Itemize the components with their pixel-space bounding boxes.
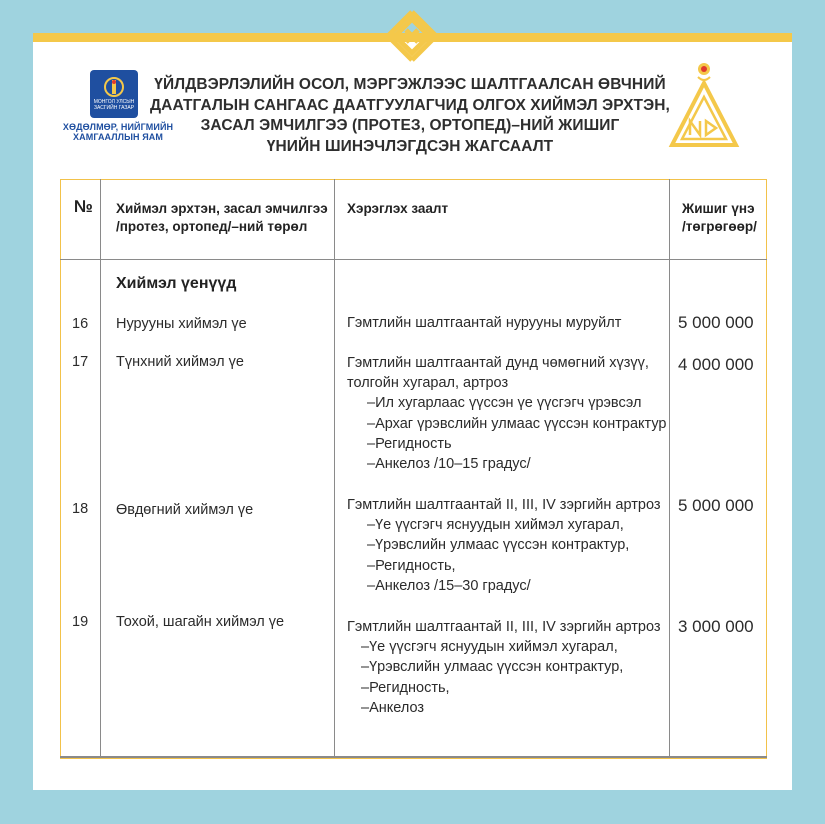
row-number: 18 bbox=[72, 501, 89, 517]
usage-line: толгойн хугарал, артроз bbox=[347, 375, 509, 392]
usage-line: –Үрэвслийн улмаас үүссэн контрактур, bbox=[367, 537, 630, 554]
usage-line: –Архаг үрэвслийн улмаас үүссэн контрактур bbox=[367, 415, 667, 432]
usage-line: –Регидность, bbox=[367, 557, 456, 574]
row-price: 5 000 000 bbox=[678, 313, 754, 332]
usage-line: –Регидность, bbox=[361, 679, 450, 696]
state-emblem-icon bbox=[100, 76, 128, 98]
row-price: 5 000 000 bbox=[678, 496, 754, 515]
usage-line: Гэмтлийн шалтгаантай дунд чөмөгний хүзүү, bbox=[347, 355, 649, 371]
ministry-name-line-2: ХАМГААЛЛЫН ЯАМ bbox=[73, 132, 163, 142]
ministry-logo bbox=[90, 70, 138, 118]
title-line-4: ҮНИЙН ШИНЭЧЛЭГДСЭН ЖАГСААЛТ bbox=[266, 137, 554, 155]
usage-line: –Үе үүсгэгч яснуудын хиймэл хугарал, bbox=[367, 517, 624, 534]
header-type-line-2: /протез, ортопед/–ний төрөл bbox=[116, 219, 308, 234]
header-type bbox=[116, 200, 328, 236]
usage-line: –Ил хугарлаас үүссэн үе үүсгэгч үрэвсэл bbox=[367, 395, 642, 412]
header-type-line-1: Хиймэл эрхтэн, засал эмчилгээ bbox=[116, 201, 328, 216]
social-insurance-fund-logo bbox=[668, 55, 740, 150]
row-number: 17 bbox=[72, 354, 89, 370]
usage-line: –Анкелоз /15–30 градус/ bbox=[367, 577, 531, 594]
row-usage bbox=[347, 313, 621, 333]
ministry-logo-caption: МОНГОЛ УЛСЫН ЗАСГИЙН ГАЗАР bbox=[93, 99, 135, 111]
table-divider bbox=[100, 179, 101, 758]
usage-line: –Анкелоз bbox=[361, 699, 425, 716]
title-line-1: ҮЙЛДВЭРЛЭЛИЙН ОСОЛ, МЭРГЭЖЛЭЭС ШАЛТГААЛСАН ӨВЧНИЙ bbox=[154, 76, 666, 93]
page-title bbox=[150, 75, 670, 157]
header-divider bbox=[60, 259, 767, 260]
row-usage bbox=[347, 353, 666, 474]
usage-line: –Үе үүсгэгч яснуудын хиймэл хугарал, bbox=[361, 639, 618, 656]
title-line-3: ЗАСАЛ ЭМЧИЛГЭЭ (ПРОТЕЗ, ОРТОПЕД)–НИЙ ЖИШИГ bbox=[200, 117, 620, 134]
usage-line: –Үрэвслийн улмаас үүссэн контрактур, bbox=[361, 659, 624, 676]
table-bottom-line bbox=[60, 756, 767, 758]
usage-line: Гэмтлийн шалтгаантай II, III, IV зэргийн артроз bbox=[347, 619, 661, 635]
row-name: Тохой, шагайн хиймэл үе bbox=[116, 614, 285, 630]
header-number: № bbox=[74, 197, 93, 216]
table-divider bbox=[334, 179, 335, 758]
ministry-name-line-1: ХӨДӨЛМӨР, НИЙГМИЙН bbox=[62, 122, 174, 132]
usage-line: Гэмтлийн шалтгаантай II, III, IV зэргийн артроз bbox=[347, 497, 661, 513]
header-price-line-1: Жишиг үнэ bbox=[682, 201, 755, 216]
row-name: Нурууны хиймэл үе bbox=[116, 316, 247, 332]
row-name: Түнхний хиймэл үе bbox=[116, 354, 244, 370]
row-number: 19 bbox=[72, 614, 89, 630]
header-price-line-2: /төгрөгөөр/ bbox=[682, 219, 757, 234]
row-price: 3 000 000 bbox=[678, 617, 754, 636]
table-divider bbox=[669, 179, 670, 758]
row-name: Өвдөгний хиймэл үе bbox=[116, 502, 254, 518]
row-usage bbox=[347, 617, 661, 718]
header-usage: Хэрэглэх заалт bbox=[347, 201, 449, 216]
section-title: Хиймэл үенүүд bbox=[116, 275, 237, 292]
header-price bbox=[682, 200, 757, 236]
title-line-2: ДААТГАЛЫН САНГААС ДААТГУУЛАГЧИД ОЛГОХ ХИЙМЭЛ ЭРХТЭН, bbox=[150, 96, 670, 114]
usage-line: –Регидность bbox=[367, 435, 452, 452]
row-number: 16 bbox=[72, 316, 89, 332]
row-usage bbox=[347, 495, 661, 596]
row-price: 4 000 000 bbox=[678, 355, 754, 374]
endless-knot-icon bbox=[382, 6, 442, 66]
usage-line: –Анкелоз /10–15 градус/ bbox=[367, 456, 531, 473]
usage-line: Гэмтлийн шалтгаантай нурууны муруйлт bbox=[347, 315, 622, 331]
